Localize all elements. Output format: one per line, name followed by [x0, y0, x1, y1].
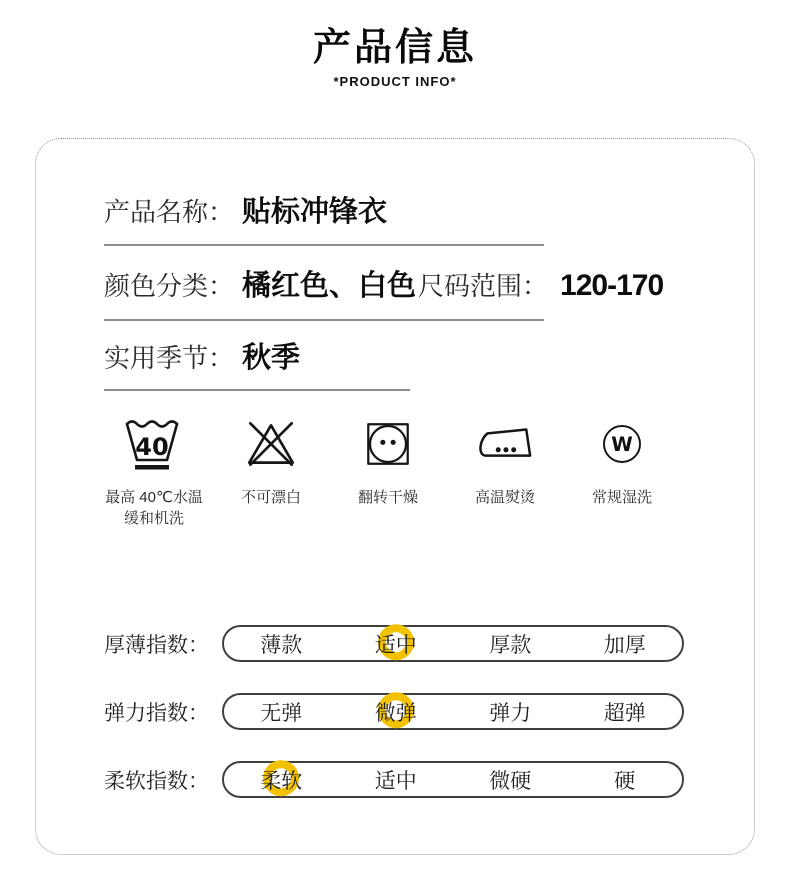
care-item-no-bleach: [215, 413, 327, 529]
index-option: 厚款: [489, 633, 532, 657]
product-name-row: [104, 193, 754, 231]
index-option: 适中: [374, 769, 417, 793]
thickness-index-label: 厚薄指数：: [104, 633, 209, 657]
product-name-label: 产品名称：: [104, 197, 235, 227]
softness-index-row: [104, 761, 754, 798]
season-value: 秋季: [242, 342, 301, 374]
care-label: 不可漂白: [240, 489, 301, 506]
product-name-value: 贴标冲锋衣: [242, 196, 388, 228]
index-option: 薄款: [260, 633, 303, 657]
wash-temp-glyph: 40: [135, 433, 169, 461]
index-option: 弹力: [489, 701, 532, 725]
thickness-index-scale: [222, 625, 684, 662]
care-label: 常规湿洗: [591, 489, 652, 506]
softness-index-label: 柔软指数：: [104, 769, 209, 793]
divider: [104, 244, 544, 246]
size-range-value: 120-170: [560, 269, 664, 302]
index-section: [36, 625, 754, 798]
tumble-dry-icon: [332, 413, 444, 475]
page-header: [0, 0, 790, 89]
wash-40-icon: [98, 413, 210, 475]
divider: [104, 319, 544, 321]
divider: [104, 389, 410, 391]
color-label: 颜色分类：: [104, 271, 235, 301]
color-value: 橘红色、白色: [242, 270, 417, 302]
care-item-wet-clean: [566, 413, 678, 529]
season-label: 实用季节：: [104, 343, 235, 373]
wet-clean-icon: [566, 413, 678, 475]
care-label: 高温熨烫: [474, 489, 535, 506]
index-option: 超弹: [603, 701, 646, 725]
index-option: 无弹: [260, 701, 303, 725]
index-option: 柔软: [224, 765, 339, 795]
care-item-tumble-dry: [332, 413, 444, 529]
wet-clean-glyph: W: [611, 432, 633, 456]
no-bleach-icon: [215, 413, 327, 475]
index-option: 硬: [614, 769, 636, 793]
index-option: 适中: [339, 629, 454, 659]
care-item-wash: [98, 413, 210, 529]
care-icons-row: [98, 413, 678, 529]
elasticity-index-row: [104, 693, 754, 730]
index-option: 微硬: [489, 769, 532, 793]
size-range-label: 尺码范围：: [418, 271, 549, 301]
elasticity-index-label: 弹力指数：: [104, 701, 209, 725]
care-label: 翻转干燥: [357, 489, 418, 506]
elasticity-index-scale: [222, 693, 684, 730]
care-label: 最高 40℃水温: [105, 489, 203, 506]
care-label: 缓和机洗: [123, 510, 184, 527]
iron-high-temp-icon: [449, 413, 561, 475]
page-subtitle: *PRODUCT INFO*: [333, 74, 457, 89]
care-item-iron: [449, 413, 561, 529]
index-option: 加厚: [603, 633, 646, 657]
season-row: [104, 339, 754, 377]
product-info-card: [35, 138, 755, 855]
softness-index-scale: [222, 761, 684, 798]
color-size-row: [104, 267, 754, 305]
index-option: 微弹: [339, 697, 454, 727]
page-title: 产品信息: [312, 27, 477, 69]
thickness-index-row: [104, 625, 754, 662]
